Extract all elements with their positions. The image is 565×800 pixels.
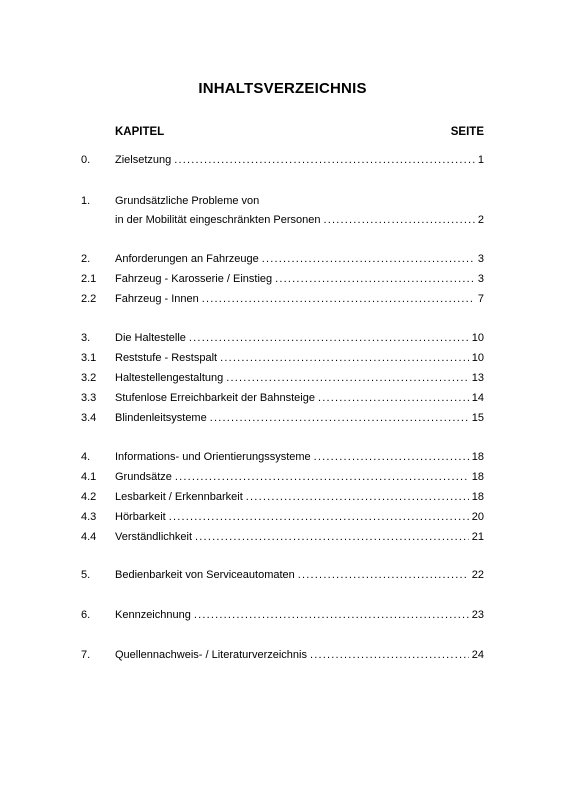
toc-entry: [0, 193, 565, 209]
entry-title: Kennzeichnung: [115, 609, 191, 621]
entry-title: Fahrzeug - Innen: [115, 293, 199, 305]
entry-page: 23: [471, 609, 484, 621]
dot-leader: [275, 271, 475, 287]
entry-page: 3: [477, 273, 484, 285]
entry-title: Lesbarkeit / Erkennbarkeit: [115, 491, 243, 503]
column-header-kapitel: KAPITEL: [115, 126, 165, 138]
entry-number: 4.4: [81, 531, 97, 543]
entry-title: Bedienbarkeit von Serviceautomaten: [115, 569, 295, 581]
dot-leader: [202, 291, 475, 307]
entry-page: 22: [471, 569, 484, 581]
entry-page: 18: [471, 451, 484, 463]
entry-title-line1: Grundsätzliche Probleme von: [115, 195, 260, 207]
dot-leader: [318, 390, 469, 406]
dot-leader: [323, 212, 474, 228]
entry-title: Verständlichkeit: [115, 531, 193, 543]
entry-title: Hörbarkeit: [115, 511, 166, 523]
toc-entry: [0, 152, 565, 168]
dot-leader: [262, 251, 475, 267]
entry-page: 18: [471, 471, 484, 483]
entry-number: 5.: [81, 569, 91, 581]
toc-entry: [0, 330, 565, 346]
entry-number: 3.1: [81, 352, 97, 364]
entry-page: 20: [471, 511, 484, 523]
dot-leader: [310, 647, 469, 663]
entry-title: Zielsetzung: [115, 154, 172, 166]
dot-leader: [169, 509, 469, 525]
entry-title: in der Mobilität eingeschränkten Personen: [115, 214, 321, 226]
entry-page: 24: [471, 649, 484, 661]
entry-number: 3.2: [81, 372, 97, 384]
entry-page: 10: [471, 332, 484, 344]
toc-entry: [0, 350, 565, 366]
entry-number: 4.1: [81, 471, 97, 483]
dot-leader: [246, 489, 469, 505]
entry-page: 13: [471, 372, 484, 384]
dot-leader: [174, 152, 475, 168]
toc-entry: [0, 489, 565, 505]
toc-entry: [0, 469, 565, 485]
toc-entry: [0, 449, 565, 465]
entry-title: Quellennachweis- / Literaturverzeichnis: [115, 649, 307, 661]
toc-entry: [0, 647, 565, 663]
entry-page: 7: [477, 293, 484, 305]
toc-entry: [0, 271, 565, 287]
entry-number: 3.: [81, 332, 91, 344]
entry-number: 1.: [81, 195, 91, 207]
dot-leader: [175, 469, 469, 485]
entry-number: 3.3: [81, 392, 97, 404]
toc-entry: [0, 509, 565, 525]
toc-entry: [0, 607, 565, 623]
dot-leader: [226, 370, 469, 386]
entry-page: 14: [471, 392, 484, 404]
entry-page: 15: [471, 412, 484, 424]
entry-title: Grundsätze: [115, 471, 172, 483]
page-title: INHALTSVERZEICHNIS: [198, 80, 367, 97]
entry-page: 3: [477, 253, 484, 265]
entry-page: 10: [471, 352, 484, 364]
entry-title: Reststufe - Restspalt: [115, 352, 218, 364]
column-header-seite: SEITE: [450, 126, 484, 138]
entry-number: 4.2: [81, 491, 97, 503]
toc-entry: [0, 410, 565, 426]
toc-entry-continuation: [0, 212, 565, 228]
entry-number: 4.: [81, 451, 91, 463]
dot-leader: [314, 449, 469, 465]
entry-title: Haltestellengestaltung: [115, 372, 224, 384]
entry-page: 18: [471, 491, 484, 503]
dot-leader: [194, 607, 469, 623]
dot-leader: [189, 330, 469, 346]
entry-number: 2.1: [81, 273, 97, 285]
entry-number: 7.: [81, 649, 91, 661]
entry-title: Informations- und Orientierungssysteme: [115, 451, 311, 463]
toc-entry: [0, 567, 565, 583]
toc-entry: [0, 291, 565, 307]
entry-title: Anforderungen an Fahrzeuge: [115, 253, 259, 265]
entry-page: 1: [477, 154, 484, 166]
toc-entry: [0, 529, 565, 545]
entry-number: 2.2: [81, 293, 97, 305]
toc-entry: [0, 390, 565, 406]
entry-title: Blindenleitsysteme: [115, 412, 207, 424]
entry-title: Fahrzeug - Karosserie / Einstieg: [115, 273, 273, 285]
entry-number: 2.: [81, 253, 91, 265]
entry-number: 0.: [81, 154, 91, 166]
dot-leader: [298, 567, 469, 583]
dot-leader: [195, 529, 469, 545]
entry-title: Stufenlose Erreichbarkeit der Bahnsteige: [115, 392, 315, 404]
entry-page: 21: [471, 531, 484, 543]
dot-leader: [220, 350, 469, 366]
entry-number: 6.: [81, 609, 91, 621]
dot-leader: [210, 410, 469, 426]
toc-entry: [0, 251, 565, 267]
entry-number: 3.4: [81, 412, 97, 424]
entry-page: 2: [477, 214, 484, 226]
toc-entry: [0, 370, 565, 386]
entry-title: Die Haltestelle: [115, 332, 186, 344]
entry-number: 4.3: [81, 511, 97, 523]
